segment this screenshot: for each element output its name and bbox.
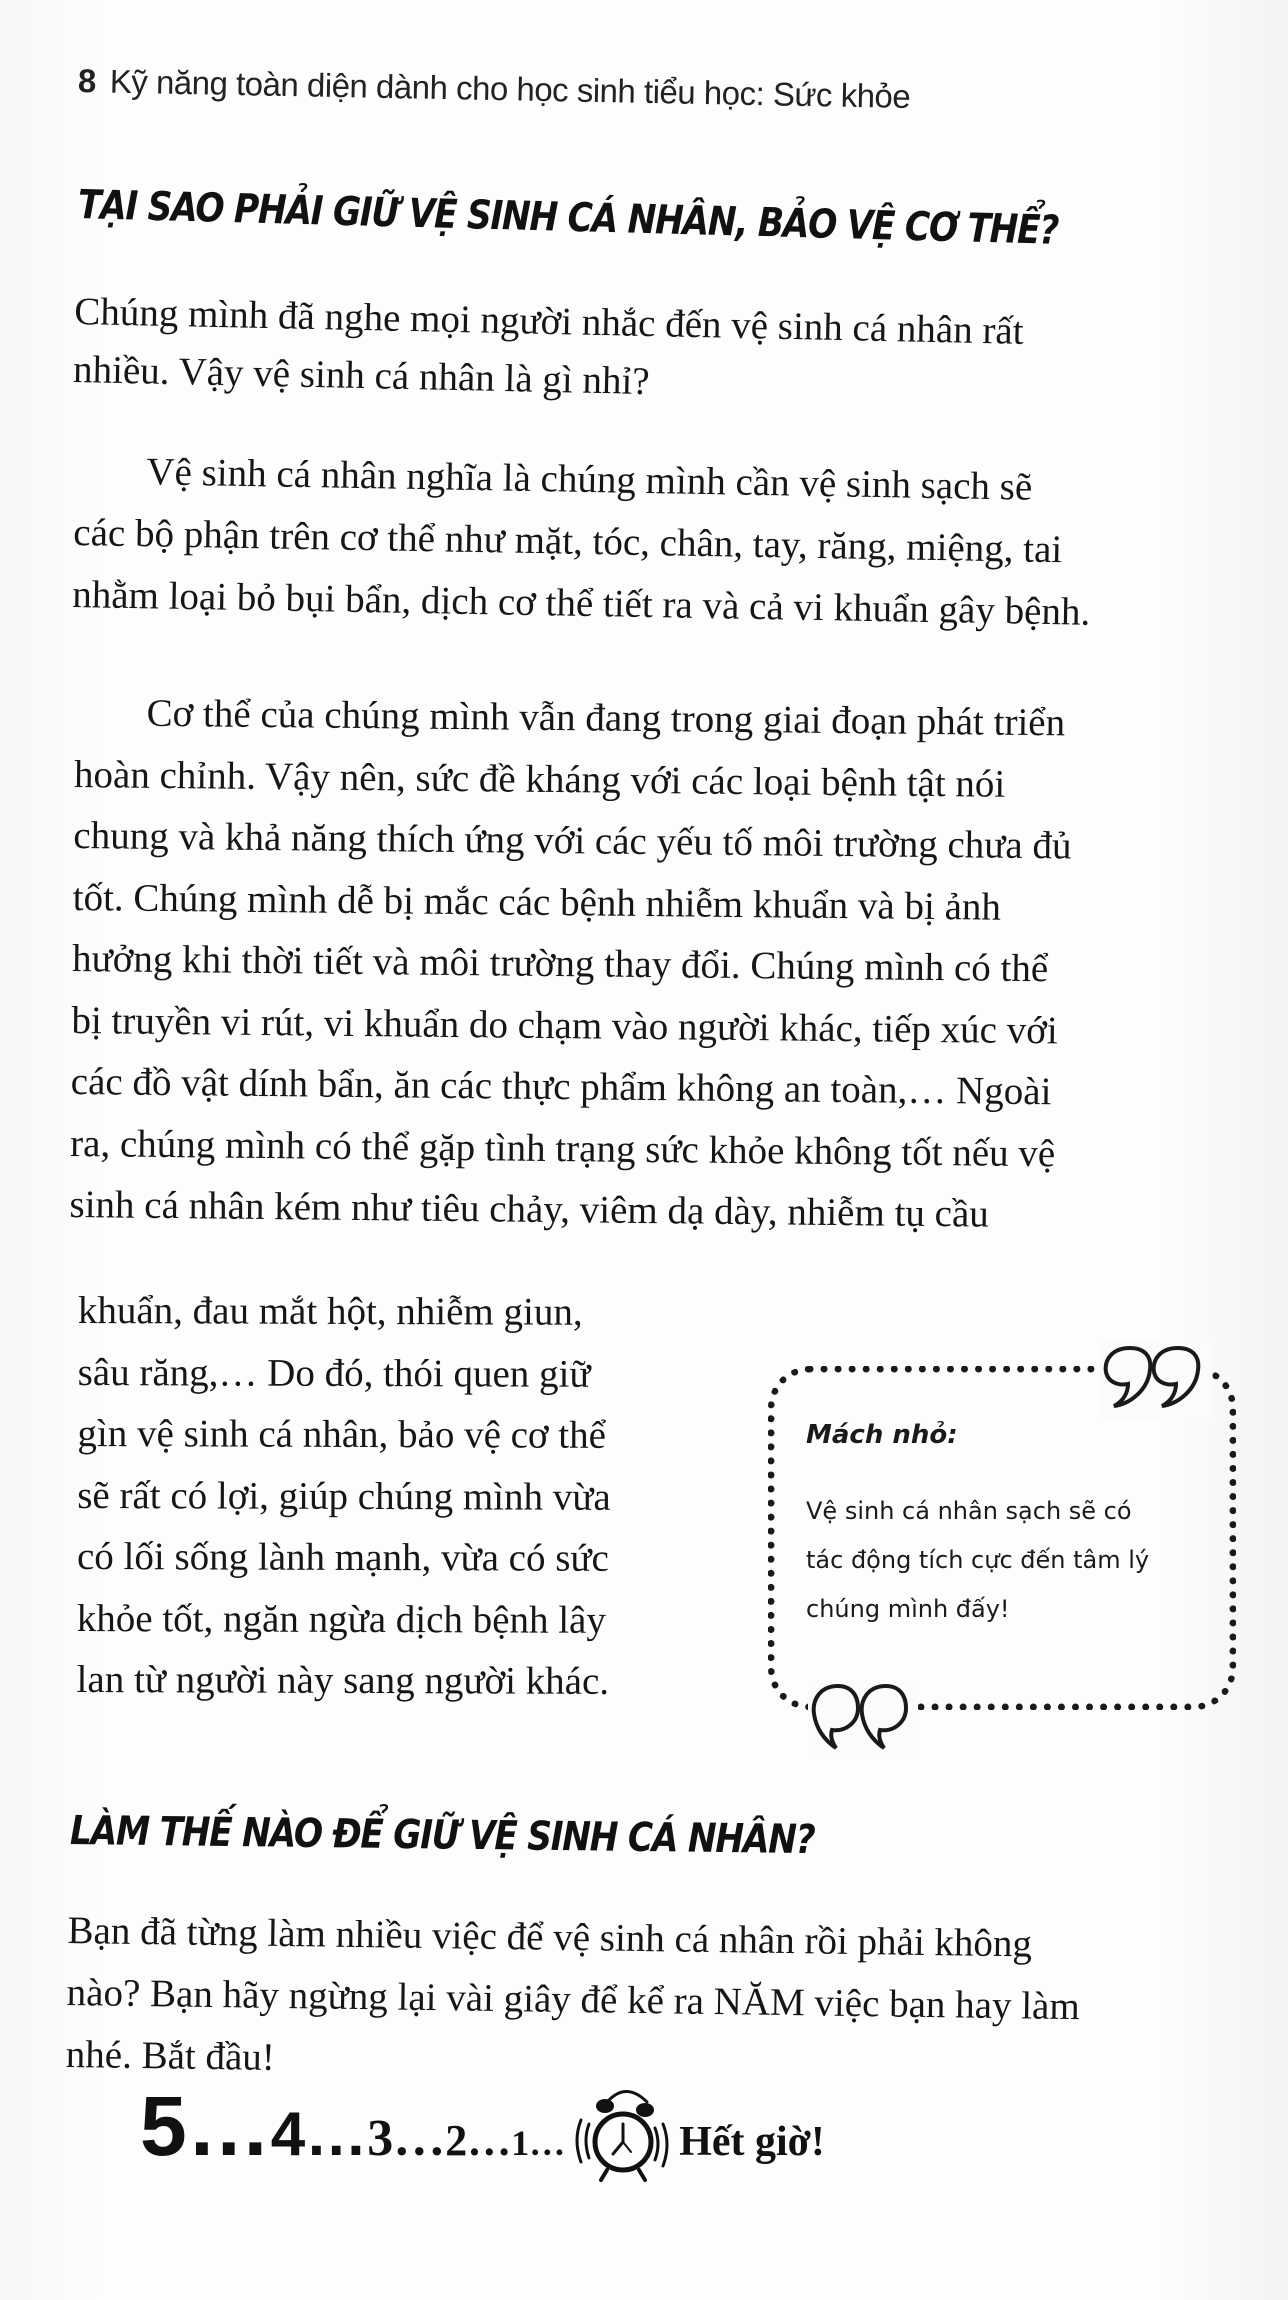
countdown-end-text: Hết giờ! xyxy=(679,2119,825,2165)
text-line: hưởng khi thời tiết và môi trường thay đổi. Chúng mình có thể xyxy=(71,936,1049,991)
text-line: khỏe tốt, ngăn ngừa dịch bệnh lây xyxy=(76,1596,606,1642)
text-line: sâu răng,… Do đó, thói quen giữ xyxy=(77,1350,591,1396)
countdown-step-2: 2… xyxy=(445,2116,512,2165)
text-line: lan từ người này sang người khác. xyxy=(76,1657,610,1703)
quote-open-icon xyxy=(808,1680,918,1760)
running-head xyxy=(78,62,911,116)
text-line: chung và khả năng thích ứng với các yếu tố môi trường chưa đủ xyxy=(73,813,1072,868)
text-line: khuẩn, đau mắt hột, nhiễm giun, xyxy=(77,1289,583,1334)
countdown-step-4: 4… xyxy=(270,2100,368,2169)
text-line: gìn vệ sinh cá nhân, bảo vệ cơ thể xyxy=(77,1411,607,1457)
tip-body xyxy=(806,1487,1206,1634)
text-line: tốt. Chúng mình dễ bị mắc các bệnh nhiễm khuẩn và bị ảnh xyxy=(72,875,1002,929)
text-line: nào? Bạn hãy ngừng lại vài giây để kể ra NĂM việc bạn hay làm xyxy=(66,1970,1081,2029)
page-number: 8 xyxy=(77,62,97,100)
alarm-clock-icon xyxy=(567,2078,677,2188)
text-line: các đồ vật dính bẩn, ăn các thực phẩm không an toàn,… Ngoài xyxy=(70,1059,1052,1114)
paragraph-definition xyxy=(72,440,1093,644)
paragraph-body-development xyxy=(69,682,1073,1246)
text-line: nhằm loại bỏ bụi bẩn, dịch cơ thể tiết ra và cả vi khuẩn gây bệnh. xyxy=(71,572,1091,634)
section-heading-how: LÀM THẾ NÀO ĐỂ GIỮ VỆ SINH CÁ NHÂN? xyxy=(69,1808,815,1864)
text-line: ra, chúng mình có thể gặp tình trạng sức khỏe không tốt nếu vệ xyxy=(69,1121,1056,1175)
book-title: Kỹ năng toàn diện dành cho học sinh tiểu học: Sức khỏe xyxy=(109,62,911,115)
text-line: có lối sống lành mạnh, vừa có sức xyxy=(76,1534,609,1580)
quote-close-icon xyxy=(1100,1340,1210,1420)
countdown xyxy=(140,2078,825,2188)
tip-line: Vệ sinh cá nhân sạch sẽ có xyxy=(806,1497,1132,1525)
text-line: Cơ thể của chúng mình vẫn đang trong giai đoạn phát triển xyxy=(146,691,1066,745)
countdown-step-1: 1… xyxy=(511,2123,566,2163)
text-line: Chúng mình đã nghe mọi người nhắc đến vệ sinh cá nhân rất xyxy=(73,289,1025,353)
text-line: Bạn đã từng làm nhiều việc để vệ sinh cá nhân rồi phải không xyxy=(67,1908,1033,1966)
paragraph-intro xyxy=(73,283,1025,419)
section-heading-why: TẠI SAO PHẢI GIỮ VỆ SINH CÁ NHÂN, BẢO VỆ CƠ THỂ? xyxy=(77,182,1059,254)
tip-line: chúng mình đấy! xyxy=(806,1595,1010,1623)
text-line: hoàn chỉnh. Vậy nên, sức đề kháng với các loại bệnh tật nói xyxy=(73,752,1006,806)
text-line: Vệ sinh cá nhân nghĩa là chúng mình cần vệ sinh sạch sẽ xyxy=(146,450,1033,509)
text-line: sinh cá nhân kém như tiêu chảy, viêm dạ dày, nhiễm tụ cầu xyxy=(69,1182,990,1236)
text-line: các bộ phận trên cơ thể như mặt, tóc, chân, tay, răng, miệng, tai xyxy=(73,510,1063,572)
text-line: nhiều. Vậy vệ sinh cá nhân là gì nhỉ? xyxy=(72,347,651,404)
countdown-step-5: 5… xyxy=(140,2079,271,2173)
countdown-step-3: 3… xyxy=(367,2110,446,2167)
text-line: bị truyền vi rút, vi khuẩn do chạm vào người khác, tiếp xúc với xyxy=(71,998,1058,1052)
text-line: sẽ rất có lợi, giúp chúng mình vừa xyxy=(77,1473,611,1519)
tip-line: tác động tích cực đến tâm lý xyxy=(806,1546,1150,1574)
paragraph-body-continued xyxy=(76,1280,611,1712)
paragraph-challenge xyxy=(65,1900,1081,2100)
tip-title: Mách nhỏ: xyxy=(806,1420,958,1450)
text-line: nhé. Bắt đầu! xyxy=(65,2032,276,2079)
